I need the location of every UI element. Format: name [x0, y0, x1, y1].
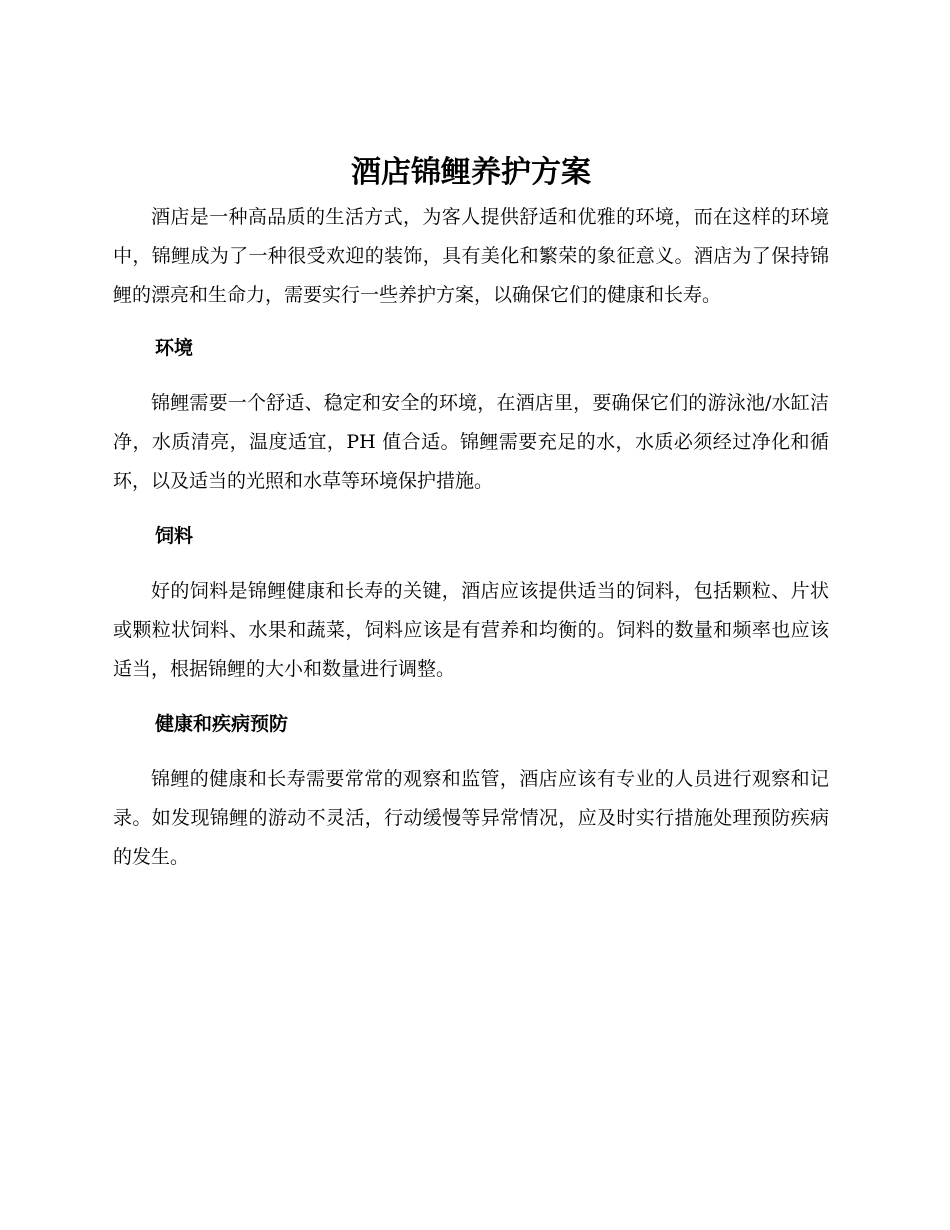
section-body-environment: 锦鲤需要一个舒适、稳定和安全的环境，在酒店里，要确保它们的游泳池/水缸洁净，水质清亮，温度适宜，PH 值合适。锦鲤需要充足的水，水质必须经过净化和循环，以及适当的光照和水草等环境保护措施。 — [113, 392, 829, 492]
section-heading-feed: 饲料 — [155, 525, 194, 547]
intro-paragraph: 酒店是一种高品质的生活方式，为客人提供舒适和优雅的环境，而在这样的环境中，锦鲤成为了一种很受欢迎的装饰，具有美化和繁荣的象征意义。酒店为了保持锦鲤的漂亮和生命力，需要实行一些养护方案，以确保它们的健康和长寿。 — [113, 206, 829, 306]
section-body-health: 锦鲤的健康和长寿需要常常的观察和监管，酒店应该有专业的人员进行观察和记录。如发现锦鲤的游动不灵活，行动缓慢等异常情况，应及时实行措施处理预防疾病的发生。 — [113, 768, 829, 868]
document-title: 酒店锦鲤养护方案 — [351, 155, 591, 190]
document-page — [113, 148, 829, 877]
section-heading-environment: 环境 — [155, 337, 194, 359]
section-body-feed: 好的饲料是锦鲤健康和长寿的关键，酒店应该提供适当的饲料，包括颗粒、片状或颗粒状饲料、水果和蔬菜，饲料应该是有营养和均衡的。饲料的数量和频率也应该适当，根据锦鲤的大小和数量进行调整。 — [113, 580, 829, 680]
section-heading-health: 健康和疾病预防 — [155, 713, 289, 735]
